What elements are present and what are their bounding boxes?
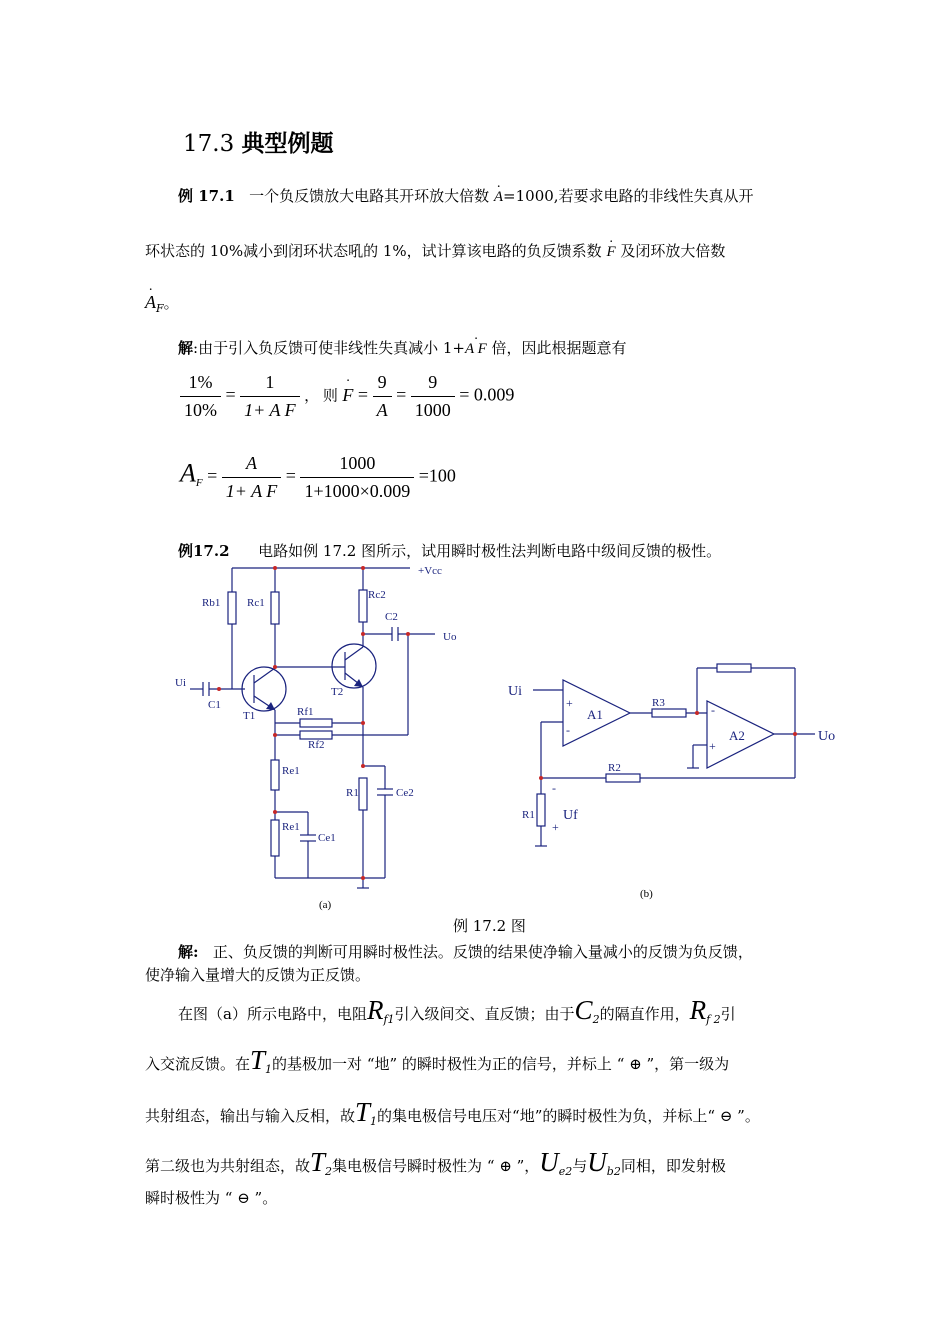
eq2-result: =100 bbox=[418, 465, 456, 486]
equation-2: $A_F$ = $\frac{A}{\text{1+ A F}}$ = $\frac{1000}{1+1000\times 0.009}$ =100 bbox=[180, 453, 456, 501]
sol2-para5 bbox=[145, 1147, 726, 1182]
section-heading: 典型例题 bbox=[241, 131, 334, 157]
p2-text-b: 引入级间交、直反馈；由于 bbox=[394, 1005, 575, 1023]
eq2-den1: 1+ A F bbox=[225, 481, 278, 501]
sol2-para2 bbox=[178, 995, 736, 1030]
label-t2: T2 bbox=[331, 686, 344, 698]
ex1-text-c: 环状态的 10%减小到闭环状态吼的 1%，试计算该电路的负反馈系数 bbox=[145, 242, 602, 260]
eq2-sub: F bbox=[195, 477, 203, 490]
p2-c: C bbox=[574, 995, 593, 1025]
figure-a-circuit bbox=[190, 568, 435, 888]
figure-a-arrows bbox=[266, 679, 363, 710]
sol1-af: · A F bbox=[465, 341, 487, 357]
caption-b: (b) bbox=[640, 888, 653, 900]
eq1-f: · F bbox=[342, 385, 353, 405]
eq1-then: ， 则 bbox=[304, 388, 338, 405]
eq1-result: = 0.009 bbox=[459, 384, 515, 405]
ex1-end: 。 bbox=[163, 294, 179, 312]
p2-r2-sub: f 2 bbox=[706, 1013, 721, 1026]
figure-a-nodes bbox=[217, 566, 410, 880]
sol2-line2: 使净输入量增大的反馈为正反馈。 bbox=[145, 966, 371, 984]
p4-text-b: 的集电极信号电压对“地”的瞬时极性为负，并标上“ ⊖ ”。 bbox=[377, 1107, 760, 1125]
label-ce1: Ce1 bbox=[318, 832, 336, 844]
p5-text-d: 同相，即发射极 bbox=[620, 1157, 726, 1175]
eq1-den3: A bbox=[376, 400, 388, 420]
label-b-uf: Uf bbox=[563, 808, 578, 823]
section-number: 17.3 bbox=[183, 131, 235, 157]
sol2-para4 bbox=[145, 1097, 760, 1132]
ex1-text-b: =1000,若要求电路的非线性失真从开 bbox=[503, 187, 754, 205]
p5-u2: U bbox=[587, 1147, 607, 1177]
p5-u2-sub: b2 bbox=[606, 1165, 621, 1178]
label-re1-lower: Re1 bbox=[282, 821, 300, 833]
sol2-para6: 瞬时极性为 “ ⊖ ”。 bbox=[145, 1189, 278, 1207]
label-b-minus-a1: - bbox=[566, 723, 570, 737]
label-b-r3: R3 bbox=[652, 697, 665, 709]
p2-text-d: 引 bbox=[720, 1005, 736, 1023]
label-rc2: Rc2 bbox=[368, 589, 386, 601]
label-b-a2: A2 bbox=[729, 728, 745, 743]
eq1-num3: 9 bbox=[373, 372, 392, 397]
label-rf2: Rf2 bbox=[308, 739, 325, 751]
eq2-num1: A bbox=[222, 453, 282, 478]
p2-text-a: 在图（a）所示电路中，电阻 bbox=[178, 1005, 367, 1023]
label-b-plus-a1: + bbox=[566, 696, 573, 710]
label-rf1: Rf1 bbox=[297, 706, 314, 718]
ex1-sub-f: F bbox=[156, 302, 164, 315]
sol1-text-a: :由于引入负反馈可使非线性失真减小 1+ bbox=[193, 339, 465, 357]
label-uo: Uo bbox=[443, 631, 457, 643]
p3-t: T bbox=[250, 1045, 266, 1075]
label-b-plus-a2: + bbox=[709, 739, 716, 753]
p5-text-a: 第二级也为共射组态，故 bbox=[145, 1157, 311, 1175]
p2-r2: R bbox=[689, 995, 707, 1025]
ex2-text: 电路如例 17.2 图所示，试用瞬时极性法判断电路中级间反馈的极性。 bbox=[258, 542, 722, 560]
label-r1: R1 bbox=[346, 787, 359, 799]
label-b-plus-uf: + bbox=[552, 820, 559, 834]
label-c1: C1 bbox=[208, 699, 221, 711]
eq1-den4: 1000 bbox=[414, 400, 451, 420]
label-b-a1: A1 bbox=[587, 707, 603, 722]
figure-b-nodes bbox=[539, 711, 797, 780]
label-rb1: Rb1 bbox=[202, 597, 221, 609]
sol2-text-1: 正、负反馈的判断可用瞬时极性法。反馈的结果使净输入量减小的反馈为负反馈， bbox=[212, 943, 753, 961]
label-re1-upper: Re1 bbox=[282, 765, 300, 777]
p5-t-sub: 2 bbox=[325, 1165, 333, 1178]
label-b-uo: Uo bbox=[818, 729, 836, 744]
label-t1: T1 bbox=[243, 710, 256, 722]
p5-text-c: 与 bbox=[572, 1157, 588, 1175]
eq1-den2: 1+ A F bbox=[244, 400, 296, 420]
label-vcc: +Vcc bbox=[418, 565, 442, 577]
p2-c-sub: 2 bbox=[592, 1013, 600, 1026]
caption-a: (a) bbox=[319, 899, 332, 911]
label-b-minus-a2: - bbox=[711, 703, 715, 717]
ex1-text-a: 一个负反馈放大电路其开环放大倍数 bbox=[249, 187, 490, 205]
eq1-num2: 1 bbox=[240, 372, 300, 397]
p3-text-b: 的基极加一对 “地” 的瞬时极性为正的信号，并标上 “ ⊕ ”，第一级为 bbox=[272, 1055, 730, 1073]
label-b-r2: R2 bbox=[608, 762, 621, 774]
label-rc1: Rc1 bbox=[247, 597, 265, 609]
equation-1: $\frac{1\%}{10\%}$ = $\frac{1}{\text{1+ A F}}$ ， 则 · F = $\frac{9}{A}$ = $\frac{9}{1000}$ = 0.009 bbox=[180, 372, 514, 421]
p5-text-b: 集电极信号瞬时极性为 “ ⊕ ”， bbox=[332, 1157, 540, 1175]
sol1-text-b: 倍，因此根据题意有 bbox=[491, 339, 627, 357]
p2-r-sub: f1 bbox=[383, 1013, 395, 1026]
eq2-den2: 1+1000×0.009 bbox=[304, 481, 411, 501]
p4-t-sub: 1 bbox=[370, 1115, 378, 1128]
sol2-label: 解: bbox=[178, 943, 199, 961]
p3-text-a: 入交流反馈。在 bbox=[145, 1055, 251, 1073]
eq2-a: A bbox=[180, 458, 196, 488]
p5-t: T bbox=[310, 1147, 326, 1177]
label-ce2: Ce2 bbox=[396, 787, 414, 799]
label-b-r1: R1 bbox=[522, 809, 535, 821]
p5-u1-sub: e2 bbox=[558, 1165, 573, 1178]
ex1-text-d: 及闭环放大倍数 bbox=[620, 242, 726, 260]
label-c2: C2 bbox=[385, 611, 398, 623]
sol2-para3 bbox=[145, 1045, 730, 1080]
eq1-num1: 1% bbox=[180, 372, 221, 397]
ex1-symbol-f: · F bbox=[606, 244, 615, 260]
sol1-label: 解 bbox=[178, 339, 194, 357]
ex1-label: 例 17.1 bbox=[178, 187, 235, 205]
eq1-num4: 9 bbox=[411, 372, 455, 397]
ex1-symbol-a: · A bbox=[494, 189, 503, 205]
p3-t-sub: 1 bbox=[265, 1063, 273, 1076]
p5-u1: U bbox=[539, 1147, 559, 1177]
figure-caption: 例 17.2 图 bbox=[453, 917, 526, 935]
p2-r: R bbox=[366, 995, 384, 1025]
p4-t: T bbox=[355, 1097, 371, 1127]
eq2-num2: 1000 bbox=[300, 453, 414, 478]
figure-a-labels bbox=[175, 565, 457, 911]
label-b-ui: Ui bbox=[508, 684, 522, 699]
label-ui: Ui bbox=[175, 677, 186, 689]
ex2-label: 例17.2 bbox=[178, 542, 230, 560]
eq1-den1: 10% bbox=[184, 400, 217, 420]
label-b-minus-uf: - bbox=[552, 781, 556, 795]
p4-text-a: 共射组态，输出与输入反相，故 bbox=[145, 1107, 356, 1125]
sol2-line1 bbox=[178, 942, 753, 962]
p2-text-c: 的隔直作用， bbox=[599, 1005, 690, 1023]
ex1-symbol-af: · A bbox=[145, 292, 156, 312]
